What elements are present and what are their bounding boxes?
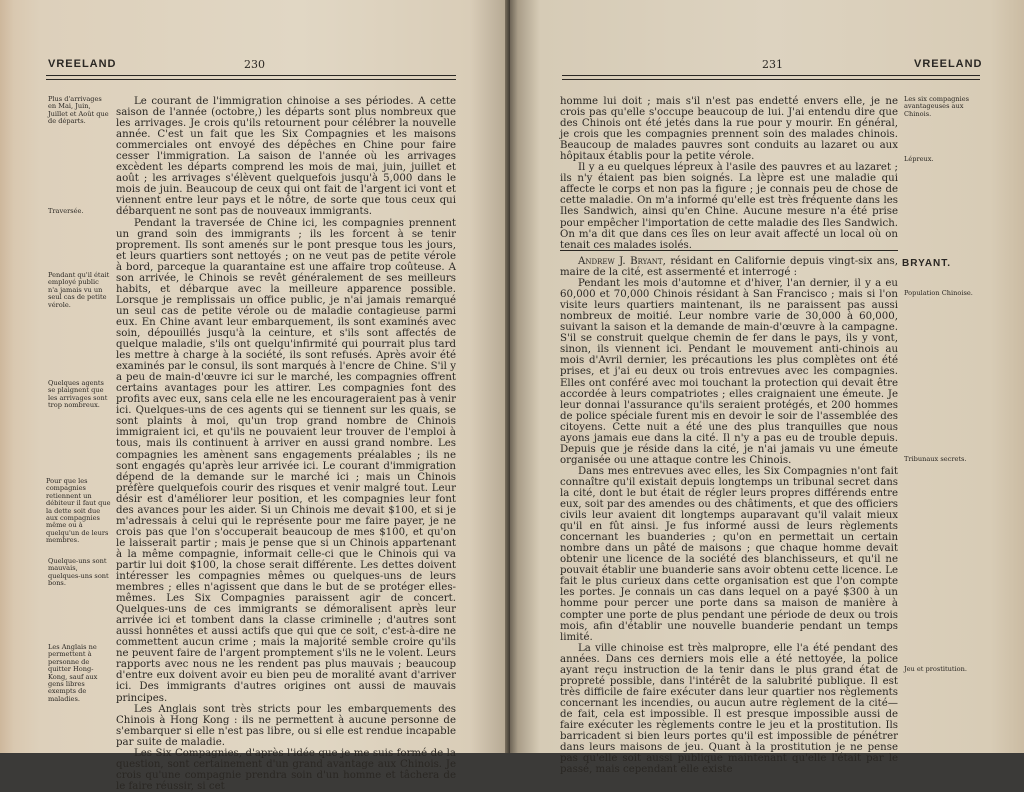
left-page — [0, 0, 510, 792]
section-divider — [560, 250, 898, 251]
body-text-right-bottom — [560, 256, 898, 775]
paragraph: Pendant la traversée de Chine ici, les compagnies prennent un grand soin des immigrants ; ils les forcent à se tenir proprement. Ils sont amenés sur le pont presque tous les jours, et leurs quartiers sont nettoyés ; on ne veut pas de petite vérole à bord, parceque la quarantaine est une affaire trop coûteuse. A son arrivée, le Chinois se revêt généralement de ses meilleurs habits, et débarque avec la meilleure apparence possible. Lorsque je remplissais un office public, je n'ai jamais remarqué un seul cas de petite vérole ou de maladie contagieuse parmi eux. En Chine avant leur embarquement, ils sont examinés avec soin, dépouillés jusqu'à la ceinture, et s'ils sont affectés de quelque maladie, s'ils ont quelqu'infirmité qui pourrait plus tard les mettre à charge à la société, ils sont refusés. Après avoir été examinés par le consul, ils sont marqués à l'encre de Chine. S'il y a peu de main-d'œuvre ici sur le marché, les compagnies offrent certains avantages pour les attirer. Les compagnies font des profits avec eux, sans cela elle ne les encourageraient pas à venir ici. Quelques-uns de ces agents qui se tiennent sur les quais, se sont plaints à moi, qu'un trop grand nombre de Chinois immigraient ici, et qu'ils ne pouvaient leur trouver de l'emploi à tous, mais ils continuent à arriver en aussi grand nombre. Les compagnies les amènent sans engagements préalables ; ils ne sont engagés qu'après leur arrivée ici. Le courant d'immigration dépend de la demande sur le marché ici ; mais un Chinois préfère quelquefois courir des risques et venir malgré tout. Leur désir est d'améliorer leur position, et les compagnies leur font des avances pour les aider. Si un Chinois me devait $100, et si je m'adressais à celui qui le représente pour me faire payer, je ne crois pas que l'on s'occuperait beaucoup de mes $100, et qu'on le laisserait partir ; mais je pense que si un Chinois appartenant à la même compagnie, informait celle-ci que le Chinois qui va partir lui doit $100, la chose serait différente. Les dettes doivent intéresser les compagnies mêmes ou quelques-uns de leurs membres ; elles n'agissent que dans le but de se protéger elles-mêmes. Les Six Compagnies paraissent agir de concert. Quelques-uns de ces immigrants se démoralisent après leur arrivée ici et tombent dans la classe criminelle ; d'autres sont aussi honnêtes et aussi actifs que qui que ce soit, c'est-à-dire ne commettent aucun crime ; mais la majorité semble croire qu'ils ne peuvent faire de l'argent promptement s'ils ne le volent. Leurs rapports avec nous ne les rendent pas plus mauvais ; beaucoup d'entre eux doivent avoir eu bien peu de moralité avant d'arriver ici. Des immigrants d'autres origines ont aussi de mauvais principes. — [116, 217, 456, 704]
running-head-right: VREELAND — [914, 58, 983, 70]
body-text-left — [116, 96, 456, 792]
margin-note: Les Anglais ne permettent à personne de quitter Hong-Kong, sauf aux gens libres exempts de maladies. — [48, 643, 98, 703]
margin-note: Pour que les compagnies retiennent un débiteur il faut que la dette soit due aux compagnies même ou à quelqu'un de leurs membres. — [46, 477, 111, 545]
margin-note: Quelques agents se plaignent que les arrivages sont trop nombreux. — [48, 379, 108, 410]
header-rule-right — [562, 75, 980, 80]
margin-note: Lépreux. — [904, 155, 934, 163]
body-text-right-top — [560, 96, 898, 251]
margin-note: Plus d'arrivages en Mai, Juin, Juillet et Août que de départs. — [48, 95, 109, 126]
witness-name: Andrew J. Bryant — [578, 256, 663, 267]
paragraph: Il y a eu quelques lépreux à l'asile des pauvres et au lazaret ; ils n'y étaient pas bien soignés. La lèpre est une maladie qui affecte le corps et non pas la figure ; je connais peu de chose de cette maladie. On m'a informé qu'elle est très fréquente dans les Iles Sandwich, ainsi qu'en Chine. Aucune mesure n'a été prise pour empêcher l'importation de cette maladie des Iles Sandwich. On m'a dit que dans ces îles on leur avait affecté un local où on tenait ces malades isolés. — [560, 162, 898, 251]
margin-note: Traversée. — [48, 207, 84, 215]
paragraph: Les Anglais sont très stricts pour les embarquements des Chinois à Hong Kong : ils ne permettent à aucune personne de s'embarquer si elle n'est pas libre, ou si elle est rendue incapable par suite de maladie. — [116, 703, 456, 748]
page-number-right: 231 — [762, 58, 783, 71]
paragraph: Le courant de l'immigration chinoise a ses périodes. A cette saison de l'année (octobre,) les départs sont plus nombreux que les arrivages. Je crois qu'ils retournent pour célébrer la nouvelle année. C'est un fait que les Six Compagnies et les maisons commerciales ont envoyé des dépêches en Chine pour faire cesser l'immigration. La saison de l'année où les arrivages excèdent les départs comprend les mois de mai, juin, juillet et août ; les arrivages s'élèvent quelquefois jusqu'à 5,000 dans le mois de juin. Beaucoup de ceux qui ont fait de l'argent ici vont et viennent entre leur pays et le nôtre, de sorte que tous ceux qui débarquent ne sont pas de nouveaux immigrants. — [116, 96, 456, 218]
witness-intro-text: , résidant en Californie depuis vingt-six ans, maire de la cité, est assermenté et interrogé : — [560, 256, 898, 279]
margin-note: Tribunaux secrets. — [904, 455, 967, 463]
page-number-left: 230 — [244, 58, 265, 71]
header-rule-left — [46, 75, 456, 80]
margin-note-witness: BRYANT. — [902, 258, 952, 269]
margin-note: Pendant qu'il était employé public n'a jamais vu un seul cas de petite vérole. — [48, 271, 110, 309]
paragraph: Dans mes entrevues avec elles, les Six Compagnies n'ont fait connaître qu'il existait depuis longtemps un tribunal secret dans la cité, dont le but était de régler leurs propres différends entre eux, soit par des amendes ou des châtiments, et que des officiers civils leur avaient dit longtemps auparavant qu'il valait mieux qu'il en fût ainsi. Je fus informé aussi de leurs règlements concernant les buanderies ; qu'on en permettait un certain nombre dans un pâté de maisons ; que chaque homme devait obtenir une licence de la société des blanchisseurs, et qu'il ne pouvait établir une buanderie sans avoir obtenu cette licence. Le fait le plus curieux dans cette organisation est que l'on compte les portes. Je connais un cas dans lequel on a payé $300 à un homme pour percer une porte dans sa maison de manière à compter une porte de plus pendant une période de deux ou trois mois, afin d'établir une nouvelle buanderie pendant un temps limité. — [560, 465, 898, 643]
paragraph: Pendant les mois d'automne et d'hiver, l'an dernier, il y a eu 60,000 et 70,000 Chinois résidant à San Francisco ; mais si l'on visite leurs quartiers maintenant, ils ne paraissent pas aussi nombreux de moitié. Leur nombre varie de 30,000 à 60,000, suivant la saison et la demande de main-d'œuvre à la campagne. S'il se construit quelque chemin de fer dans le pays, ils y vont, sinon, ils viennent ici. Pendant le mouvement anti-chinois au mois d'Avril dernier, les précautions les plus complètes ont été prises, et j'ai eu deux ou trois entrevues avec les compagnies. Elles ont conféré avec moi touchant la protection qui devait être accordée à leurs compatriotes ; elles craignaient une émeute. Je leur donnai l'assurance qu'ils seraient protégés, et 200 hommes de police spéciale furent mis en devoir le soir de l'assemblée des citoyens. Cette nuit a été une des plus tranquilles que nous ayons jamais eue dans la cité. Il n'y a pas eu de trouble depuis. Depuis que je réside dans la cité, je n'ai jamais vu une émeute organisée ou une attaque contre les Chinois. — [560, 278, 898, 466]
right-page — [510, 0, 1024, 776]
margin-note: Quelque-uns sont mauvais, quelques-uns sont bons. — [48, 557, 109, 588]
margin-note: Jeu et prostitution. — [904, 665, 967, 673]
paragraph: La ville chinoise est très malpropre, elle l'a été pendant des années. Dans ces derniers mois elle a été nettoyée, la police ayant reçu instruction de la tenir dans le plus grand état de propreté possible, dans l'intérêt de la salubrité publique. Il est très difficile de faire exécuter dans leur quartier nos règlements concernant les incendies, ou aucun autre règlement de la cité—de fait, cela est impossible. Il est presque impossible aussi de faire exécuter les règlements contre le jeu et la prostitution. Ils barricadent si bien leurs portes qu'il est impossible de pénétrer dans leurs maisons de jeu. Quant à la prostitution je ne pense pas qu'elle soit aussi publique maintenant qu'elle l'était par le passé, mais cependant elle existe — [560, 642, 898, 776]
margin-note: Les six compagnies avantageuses aux Chinois. — [904, 95, 969, 118]
paragraph: Les Six Compagnies, d'après l'idée que je me suis formé de la question, sont certainement d'un grand avantage aux Chinois. Je crois qu'une compagnie prendra soin d'un homme et tâchera de le faire réussir, si cet — [116, 747, 456, 792]
running-head-left: VREELAND — [48, 58, 117, 70]
margin-note: Population Chinoise. — [904, 289, 973, 297]
witness-intro — [560, 256, 898, 278]
paragraph: homme lui doit ; mais s'il n'est pas endetté envers elle, je ne crois pas qu'elle s'occupe beaucoup de lui. J'ai entendu dire que des Chinois ont été jetés dans la rue pour y mourir. En général, je crois que les compagnies prennent soin des malades chinois. Beaucoup de malades pauvres sont conduits au lazaret ou aux hôpitaux établis pour la petite vérole. — [560, 96, 898, 163]
